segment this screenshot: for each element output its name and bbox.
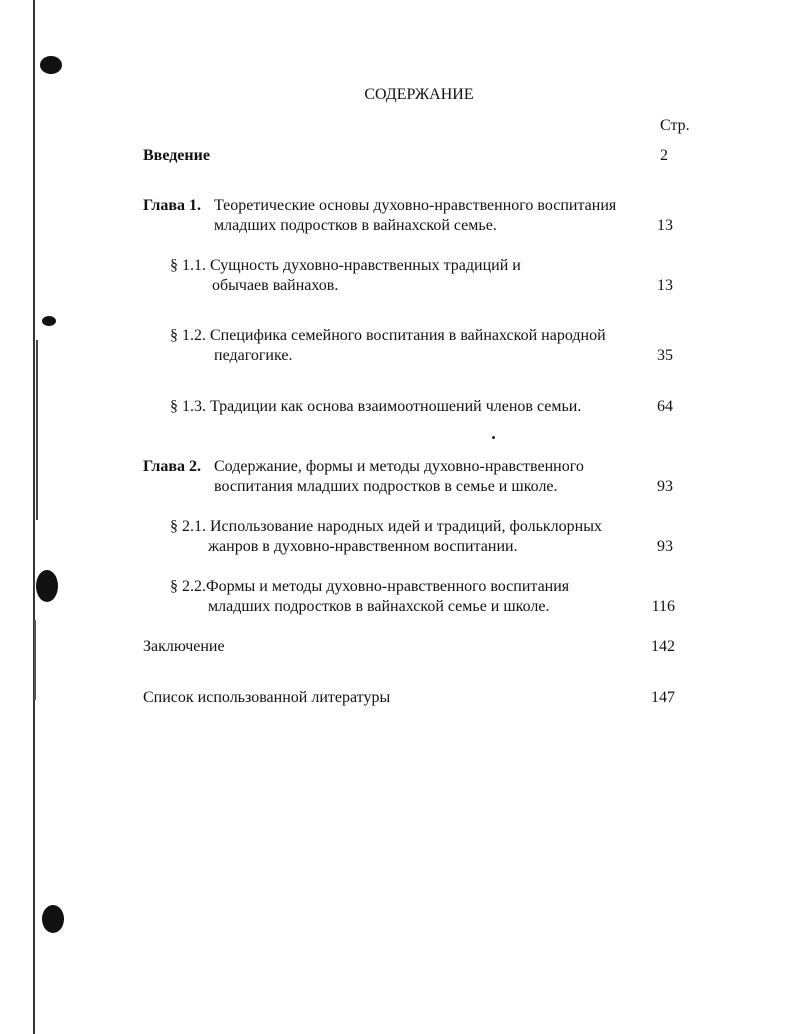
toc-chapter-title-line1: Содержание, формы и методы духовно-нравственного xyxy=(214,458,584,475)
toc-chapter-prefix: Глава 2. xyxy=(143,458,201,475)
punch-hole-mark xyxy=(36,570,58,602)
toc-page-number: 93 xyxy=(657,538,673,555)
toc-chapter-title-line1: Теоретические основы духовно-нравственного воспитания xyxy=(214,197,617,214)
page-title: СОДЕРЖАНИЕ xyxy=(364,86,474,103)
punch-hole-mark xyxy=(40,56,62,74)
toc-chapter-prefix: Глава 1. xyxy=(143,197,201,214)
scan-edge-line xyxy=(34,620,36,700)
scan-speck xyxy=(492,436,495,439)
toc-page-number: 93 xyxy=(657,478,673,495)
toc-section-line2: обычаев вайнахов. xyxy=(212,277,339,294)
toc-section-line2: младших подростков в вайнахской семье и школе. xyxy=(208,598,550,615)
toc-page-number: 35 xyxy=(657,347,673,364)
scan-edge-line xyxy=(36,340,38,520)
toc-section-line1: § 1.2. Специфика семейного воспитания в вайнахской народной xyxy=(170,327,606,344)
toc-section-line1: § 2.2.Формы и методы духовно-нравственного воспитания xyxy=(170,578,570,595)
toc-page-number: 13 xyxy=(657,277,673,294)
toc-entry-introduction: Введение xyxy=(143,147,210,164)
toc-page-number: 142 xyxy=(651,638,675,655)
toc-page-number: 64 xyxy=(657,398,673,415)
toc-page-number: 147 xyxy=(651,689,675,706)
punch-hole-mark xyxy=(42,316,56,326)
toc-section-line1: § 1.1. Сущность духовно-нравственных традиций и xyxy=(170,257,521,274)
toc-page-number: 2 xyxy=(660,147,668,164)
toc-section-line1: § 1.3. Традиции как основа взаимоотношений членов семьи. xyxy=(170,398,582,415)
page-column-header: Стр. xyxy=(660,117,690,134)
toc-section-line2: педагогике. xyxy=(214,347,293,364)
toc-page-number: 13 xyxy=(657,217,673,234)
toc-chapter-title-line2: младших подростков в вайнахской семье. xyxy=(214,217,497,234)
punch-hole-mark xyxy=(42,905,64,933)
toc-entry-conclusion: Заключение xyxy=(143,638,225,655)
toc-section-line2: жанров в духовно-нравственном воспитании. xyxy=(208,538,518,555)
toc-section-line1: § 2.1. Использование народных идей и традиций, фольклорных xyxy=(170,518,602,535)
scan-edge-line xyxy=(33,0,35,1034)
toc-entry-bibliography: Список использованной литературы xyxy=(143,689,391,706)
toc-chapter-title-line2: воспитания младших подростков в семье и школе. xyxy=(214,478,558,495)
toc-page-number: 116 xyxy=(651,598,675,615)
